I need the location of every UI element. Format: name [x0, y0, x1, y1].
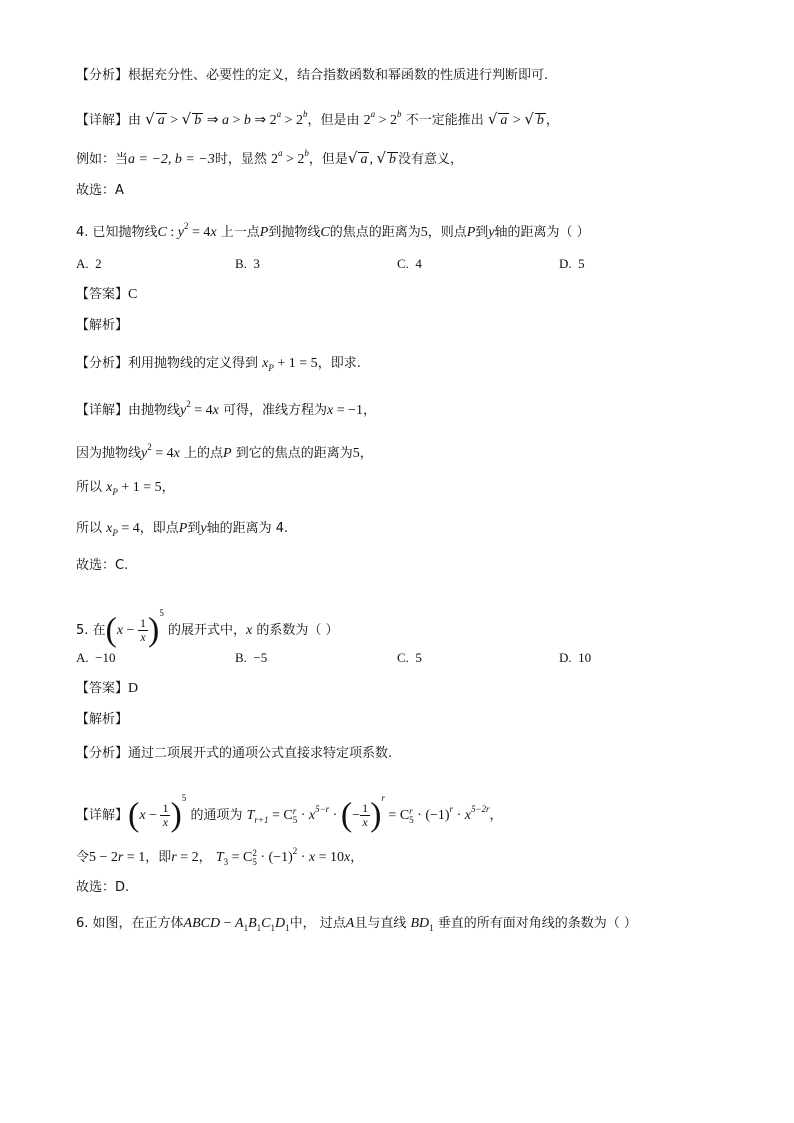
q6-stem: 6. 如图，在正方体ABCD − $A_1B_1C_1D_1$中， 过点A且与直线 $BD_1$ 垂直的所有面对角线的条数为（ ）: [76, 916, 637, 933]
q4-option-a[interactable]: A. 2: [76, 256, 102, 271]
q4-option-c[interactable]: C. 4: [397, 256, 422, 271]
q3-example: 例如：当a = −2, b = −3时，显然 $2^a > 2^b$，但是√ a , √ b 没有意义，: [76, 148, 464, 167]
math-sqrt-ineq-2: √ a > √ b: [487, 110, 544, 128]
q3-analysis: [76, 66, 548, 86]
math-example-values: a = −2, b = −3: [128, 152, 215, 167]
q5-detail-1: 【详解】(x − $\frac{1}{x}$ )$^5$ 的通项为 $T_{r+1} = Cr$ $5 \cdot x^{5-r}$ · (− $\frac{1}{x}$ )$^r$ = Cr $5 \cdot (-1)^r \cdot x^{5-2r}$，: [76, 793, 503, 834]
q4-analysis: 【分析】利用抛物线的定义得到 $x_P + 1 = 5$，即求.: [76, 356, 361, 373]
math-sqrt-ineq: √ a > √ b ⇒ a > b ⇒ $2^a > 2^b$: [145, 109, 308, 128]
q4-option-b[interactable]: B. 3: [235, 256, 260, 271]
q5-answer: 【答案】D: [76, 681, 139, 696]
q4-stem: 4. 已知抛物线C : $y^2 = 4x$ 上一点P到抛物线C的焦点的距离为5，则点P到y轴的距离为（ ）: [76, 221, 590, 240]
q4-detail-1: 【详解】由抛物线$y^2 = 4x$ 可得，准线方程为x = −1，: [76, 399, 377, 418]
fraction-1-over-x: $\frac{1}{x}$: [140, 616, 146, 644]
q4-answer: 【答案】C: [76, 287, 138, 302]
detail-tag: 【详解】: [76, 113, 129, 128]
q4-jiexi: 【解析】: [76, 318, 129, 333]
q3-detail: 【详解】由 √ a > √ b ⇒ a > b ⇒ $2^a > 2^b$，但是由 $2^a > 2^b$ 不一定能推出 √ a > √ b ，: [76, 109, 559, 128]
math-exp-ineq: $2^a > 2^b$: [363, 109, 402, 128]
q5-option-a[interactable]: A. −10: [76, 650, 116, 665]
q5-analysis: 【分析】通过二项展开式的通项公式直接求特定项系数.: [76, 746, 393, 761]
analysis-text: 根据充分性、必要性的定义，结合指数函数和幂函数的性质进行判断即可.: [128, 68, 549, 83]
q5-jiexi: 【解析】: [76, 712, 129, 727]
math-parabola-def: C: [157, 225, 167, 240]
q5-option-b[interactable]: B. −5: [235, 650, 268, 665]
q4-option-d[interactable]: D. 5: [559, 256, 585, 271]
q5-option-c[interactable]: C. 5: [397, 650, 422, 665]
q5-detail-2: 令5 − 2r = 1，即r = 2， $T_3 = C2$ $5 \cdot (-1)^2 \cdot x = 10x$，: [76, 846, 364, 867]
q3-choice: 故选：A: [76, 183, 124, 198]
q5-stem: 5. 在(x − $\frac{1}{x}$ )$^5$ 的展开式中，x 的系数为（ ）: [76, 608, 339, 649]
math-exp-ineq-3: $2^a > 2^b$: [270, 148, 309, 167]
q5-choice: 故选：D.: [76, 880, 130, 895]
q4-detail-4: 所以 $x_P = 4$，即点P到y轴的距离为 4.: [76, 521, 289, 538]
q4-detail-3: 所以 $x_P + 1 = 5$，: [76, 480, 175, 497]
analysis-tag: 【分析】: [76, 68, 129, 83]
q5-option-d[interactable]: D. 10: [559, 650, 592, 665]
math-sqrt-pair: √ a , √ b: [347, 149, 397, 167]
q4-choice: 故选：C.: [76, 558, 129, 573]
q4-detail-2: 因为抛物线$y^2 = 4x$ 上的点P 到它的焦点的距离为5，: [76, 442, 373, 461]
